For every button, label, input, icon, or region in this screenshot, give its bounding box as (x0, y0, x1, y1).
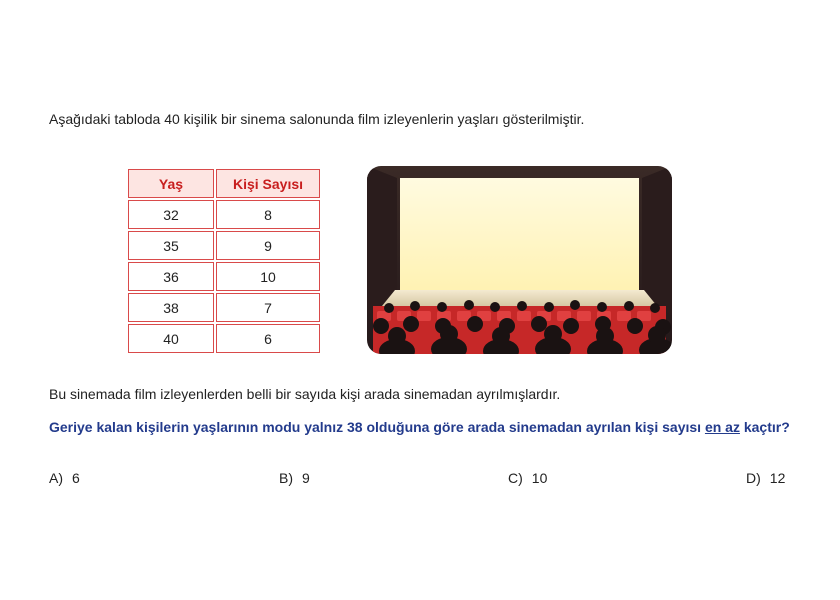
cell-age: 36 (128, 262, 214, 291)
option-c[interactable] (508, 470, 547, 486)
cell-count: 8 (216, 200, 320, 229)
age-frequency-table (126, 167, 322, 355)
table-row (128, 293, 320, 322)
question-end: kaçtır? (739, 419, 790, 435)
table-row (128, 324, 320, 353)
intro-text: Aşağıdaki tabloda 40 kişilik bir sinema salonunda film izleyenlerin yaşları gösterilmiştir. (49, 111, 585, 127)
question-text (49, 416, 794, 438)
question-emphasis: en az (704, 419, 740, 435)
option-value: 10 (531, 470, 548, 486)
header-age: Yaş (128, 169, 214, 198)
option-a[interactable] (49, 470, 80, 486)
table-row (128, 262, 320, 291)
option-label: B) (279, 470, 293, 486)
cinema-illustration (367, 166, 672, 354)
table-row (128, 200, 320, 229)
cell-count: 7 (216, 293, 320, 322)
info-text: Bu sinemada film izleyenlerden belli bir sayıda kişi arada sinemadan ayrılmışlardır. (49, 386, 561, 402)
option-d[interactable] (746, 470, 785, 486)
cell-age: 38 (128, 293, 214, 322)
option-b[interactable] (279, 470, 310, 486)
question-main: Geriye kalan kişilerin yaşlarının modu yalnız 38 olduğuna göre arada sinemadan ayrılan kişi sayısı (49, 419, 705, 435)
option-value: 6 (72, 470, 80, 486)
table-row (128, 231, 320, 260)
option-value: 12 (769, 470, 786, 486)
option-label: C) (508, 470, 523, 486)
cell-count: 10 (216, 262, 320, 291)
header-count: Kişi Sayısı (216, 169, 320, 198)
option-label: D) (746, 470, 761, 486)
cinema-hall-image (367, 166, 672, 354)
cell-age: 35 (128, 231, 214, 260)
cell-age: 40 (128, 324, 214, 353)
cell-age: 32 (128, 200, 214, 229)
table-header-row (128, 169, 320, 198)
cell-count: 6 (216, 324, 320, 353)
option-value: 9 (302, 470, 310, 486)
option-label: A) (49, 470, 63, 486)
cell-count: 9 (216, 231, 320, 260)
